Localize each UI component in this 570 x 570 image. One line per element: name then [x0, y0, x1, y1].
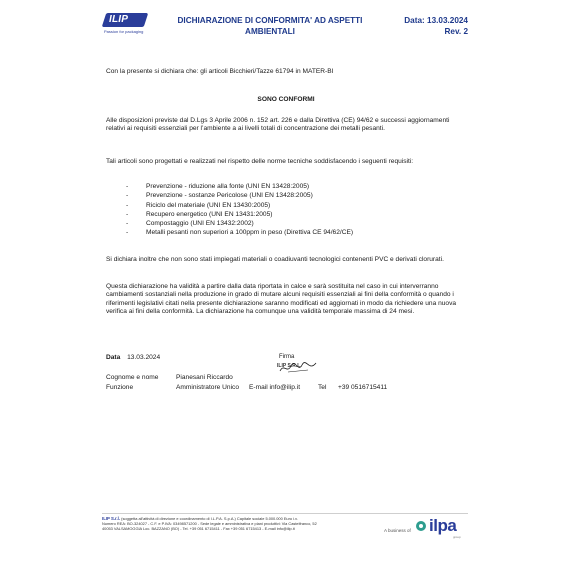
date-row — [106, 354, 160, 362]
requirements-intro: Tali articoli sono progettati e realizzati nel rispetto delle norme tecniche soddisfacendo i seguenti requisiti: — [106, 158, 414, 165]
tel-label: Tel — [318, 384, 327, 391]
footer-company-name: ILIP S.r.l. — [102, 516, 121, 521]
company-stamp: ILIP S.R.L. — [277, 363, 302, 369]
bullet: - — [126, 201, 129, 209]
requirement-label: Prevenzione - riduzione alla fonte (UNI EN 13428:2005) — [146, 183, 310, 190]
name-label: Cognome e nome — [106, 374, 159, 381]
header-date: Data: 13.03.2024 — [404, 16, 468, 25]
ilip-logo — [104, 13, 150, 37]
email-text: E-mail info@ilip.it — [249, 384, 301, 391]
ilpa-group-logo — [415, 516, 463, 540]
requirement-label: Compostaggio (UNI EN 13432:2002) — [146, 220, 254, 228]
footer-line-3: 40053 VALSAMOGGIA Loc. BAZZANO (BO) - Tel. +39 051 6715411 - Fax +39 051 6715413 - E-mail info@ilip.it — [102, 526, 295, 532]
header-date-rev — [404, 15, 468, 37]
footer-company-info — [102, 516, 372, 532]
requirements-list — [126, 182, 446, 238]
name-value: Pianesani Riccardo — [176, 374, 233, 381]
list-item — [126, 228, 446, 237]
validity-paragraph: Questa dichiarazione ha validità a partire dalla data riportata in calce e sarà sostituita nel caso in cui interverranno cambiamenti sostanziali nella produzione in grado di mutare alcuni requisiti essenziali ai fini della conformità o quando i riferimenti legislativi citati nella presente dichiarazione saranno modificati ed aggiornati in modo da richiedere una nuova verifica ai fini della conformità. La dichiarazione ha comunque una validità temporale massima di 24 mesi. — [106, 283, 457, 316]
list-item — [126, 182, 446, 191]
footer-line-1-text: (soggetta all'attività di direzione e coordinamento di I.L.P.A. S.p.A.) Capitale sociale 5.000.000 Euro i.v. — [121, 516, 298, 521]
list-item — [126, 201, 446, 210]
a-business-of-text: A business of — [384, 528, 411, 533]
date-label: Data — [106, 354, 121, 361]
firma-label: Firma — [279, 354, 295, 360]
bullet: - — [126, 192, 129, 200]
bullet: - — [126, 220, 129, 228]
conformity-heading: SONO CONFORMI — [257, 96, 315, 103]
requirement-label: Metalli pesanti non superiori a 100ppm in peso (Direttiva CE 94/62/CE) — [146, 229, 354, 237]
requirement-label: Prevenzione - sostanze Pericolose (UNI EN 13428:2005) — [146, 192, 313, 200]
role-value: Amministratore Unico — [176, 384, 240, 391]
requirement-label: Recupero energetico (UNI EN 13431:2005) — [146, 210, 273, 218]
logo-text: ILIP — [109, 14, 129, 25]
intro-text: Con la presente si dichiara che: gli articoli Bicchieri/Tazze 61794 in MATER-BI — [106, 68, 334, 75]
list-item — [126, 210, 446, 219]
document-title: DICHIARAZIONE DI CONFORMITA' AD ASPETTI AMBIENTALI — [177, 16, 363, 36]
ilpa-logo-text: ilpa — [429, 516, 457, 535]
list-item — [126, 219, 446, 228]
logo-tagline: Passion for packaging — [104, 29, 144, 34]
footer-line-2: Numero REA: BO-324027 - C.F. e P.IVA: 03498571200 - Sede legale e amministrativa e piani produttivi: Via Castelfranco, 52 — [102, 521, 317, 527]
tel-value: +39 0516715411 — [338, 384, 388, 391]
ilpa-logo-sub: group — [453, 535, 461, 539]
ilpa-o-icon — [416, 521, 426, 531]
legal-paragraph: Alle disposizioni previste dal D.Lgs 3 Aprile 2006 n. 152 art. 226 e dalla Direttiva (CE) 94/62 e successi aggiornamenti relativi ai requisiti essenziali per l’ambiente a ai livelli totali di concentrazione dei metalli pesanti. — [106, 117, 450, 133]
bullet: - — [126, 229, 129, 237]
role-label: Funzione — [106, 384, 134, 391]
requirement-label: Riciclo del materiale (UNI EN 13430:2005) — [146, 201, 271, 209]
list-item — [126, 191, 446, 200]
handwritten-signature — [278, 360, 318, 376]
date-value: 13.03.2024 — [127, 354, 161, 361]
footer-divider — [102, 513, 468, 514]
bullet: - — [126, 183, 129, 190]
bullet: - — [126, 210, 129, 218]
pvc-paragraph: Si dichiara inoltre che non sono stati impiegati materiali o coadiuvanti tecnologici contenenti PVC e derivati clorurati. — [106, 256, 444, 263]
header-revision: Rev. 2 — [444, 27, 468, 36]
